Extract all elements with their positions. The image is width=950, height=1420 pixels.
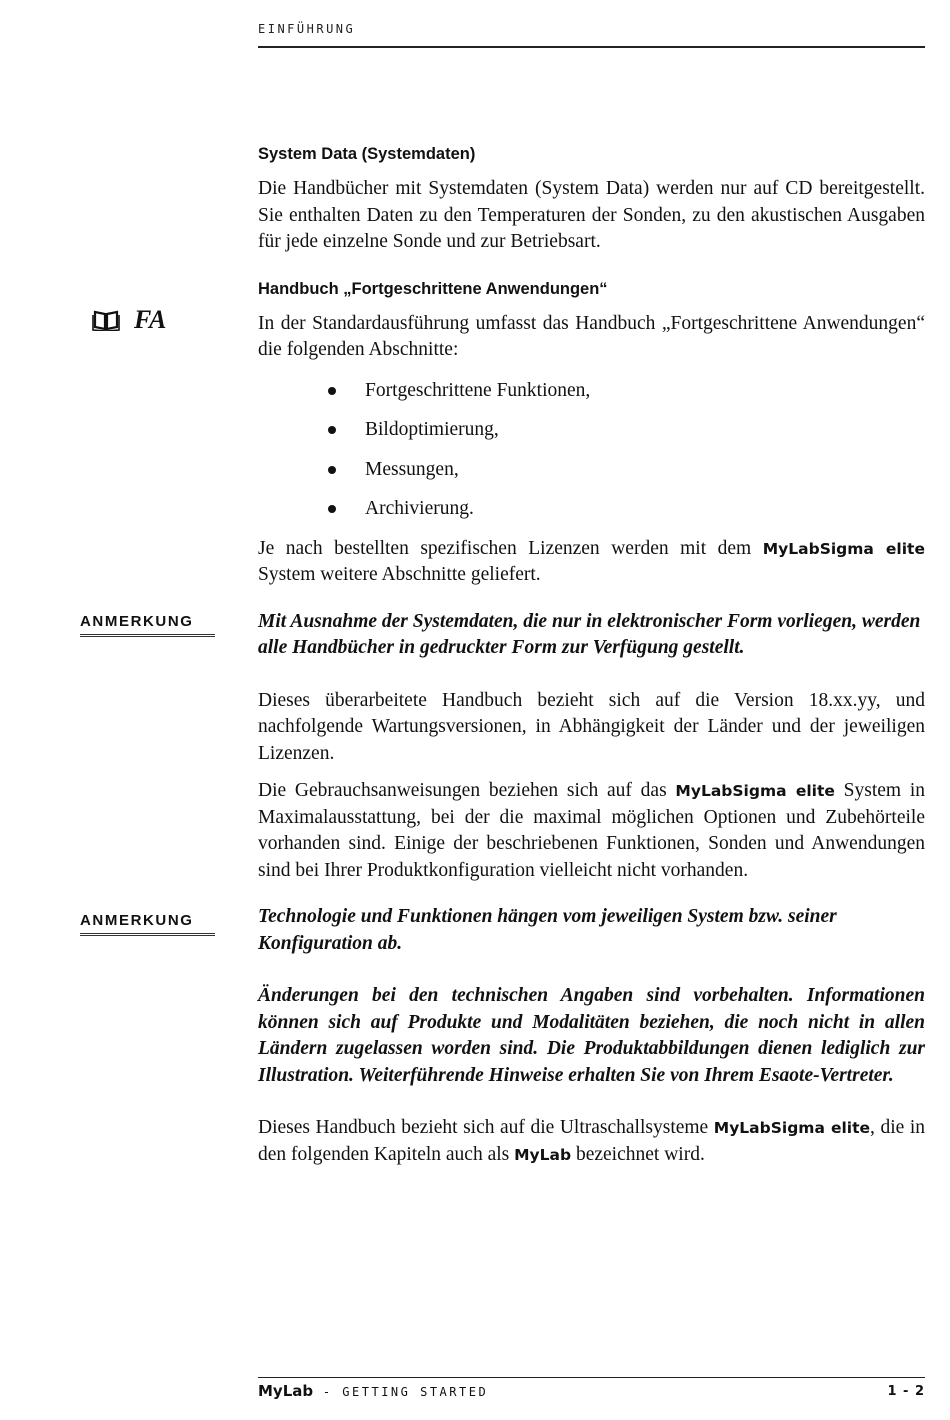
list-item: Archivierung. [258, 496, 925, 522]
footer-subtitle: - GETTING STARTED [313, 1385, 489, 1399]
license-paragraph: Je nach bestellten spezifischen Lizenzen werden mit dem MyLabSigma elite System weitere Abschnitte geliefert. [258, 537, 925, 585]
page-number: 1 - 2 [887, 1384, 925, 1399]
note-label-2: ANMERKUNG [80, 912, 215, 936]
bullet-dot [328, 505, 336, 513]
margin-mark-label: FA [134, 305, 167, 334]
running-header: EINFÜHRUNG [258, 22, 356, 36]
note-label-1: ANMERKUNG [80, 613, 215, 637]
margin-mark-fa [92, 305, 166, 338]
main-content [258, 145, 925, 1179]
page-footer [258, 1382, 925, 1402]
product-short-name: MyLab [514, 1145, 572, 1164]
system-data-heading: System Data (Systemdaten) [258, 145, 476, 163]
bullet-dot [328, 387, 336, 395]
book-icon [92, 308, 120, 338]
list-item: Bildoptimierung, [258, 417, 925, 443]
note-text-3: Änderungen bei den technischen Angaben sind vorbehalten. Informationen können sich auf Produkte und Modalitäten beziehen, die noch nicht in allen Ländern zugelassen worden sind. Die Produktabbildungen dienen lediglich zur Illustration. Weiterführende Hinweise erhalten Sie von Ihrem Esaote-Vertreter. [258, 985, 925, 1086]
product-name: MyLabSigma elite [762, 539, 925, 558]
note-text-2: Technologie und Funktionen hängen vom jeweiligen System bzw. seiner Konfiguration ab. [258, 906, 837, 954]
version-paragraph: Dieses überarbeitete Handbuch bezieht sich auf die Version 18.xx.yy, und nachfolgende Wartungsversionen, in Abhängigkeit der Länder und der jeweiligen Lizenzen. [258, 689, 925, 764]
product-name: MyLabSigma elite [675, 782, 835, 800]
list-item: Fortgeschrittene Funktionen, [258, 378, 925, 404]
footer-product: MyLab [258, 1382, 314, 1400]
product-name: MyLabSigma elite [713, 1119, 871, 1137]
advanced-intro: In der Standardausführung umfasst das Handbuch „Fortgeschrittene Anwendungen“ die folgenden Abschnitte: [258, 312, 925, 360]
header-rule [258, 46, 925, 48]
final-paragraph: Dieses Handbuch bezieht sich auf die Ultraschallsysteme MyLabSigma elite, die in den folgenden Kapiteln auch als MyLab bezeichnet wird. [258, 1117, 926, 1165]
note-text-1: Mit Ausnahme der Systemdaten, die nur in elektronischer Form vorliegen, werden alle Handbücher in gedruckter Form zur Verfügung gestellt. [258, 610, 921, 658]
list-item: Messungen, [258, 457, 925, 483]
advanced-sections-list [258, 378, 925, 523]
advanced-heading: Handbuch „Fortgeschrittene Anwendungen“ [258, 279, 608, 298]
system-data-body: Die Handbücher mit Systemdaten (System Data) werden nur auf CD bereitgestellt. Sie enthalten Daten zu den Temperaturen der Sonden, zu den akustischen Ausgaben für jede einzelne Sonde und zur Betriebsart. [258, 178, 925, 252]
bullet-dot [328, 426, 336, 434]
usage-paragraph: Die Gebrauchsanweisungen beziehen sich auf das MyLabSigma elite System in Maximalausstattung, bei der die maximal möglichen Optionen und Zubehörteile vorhanden sind. Einige der beschriebenen Funktionen, Sonden und Anwendungen sind bei Ihrer Produktkonfiguration vielleicht nicht vorhanden. [258, 780, 925, 881]
bullet-dot [328, 466, 336, 474]
footer-rule [258, 1377, 925, 1378]
